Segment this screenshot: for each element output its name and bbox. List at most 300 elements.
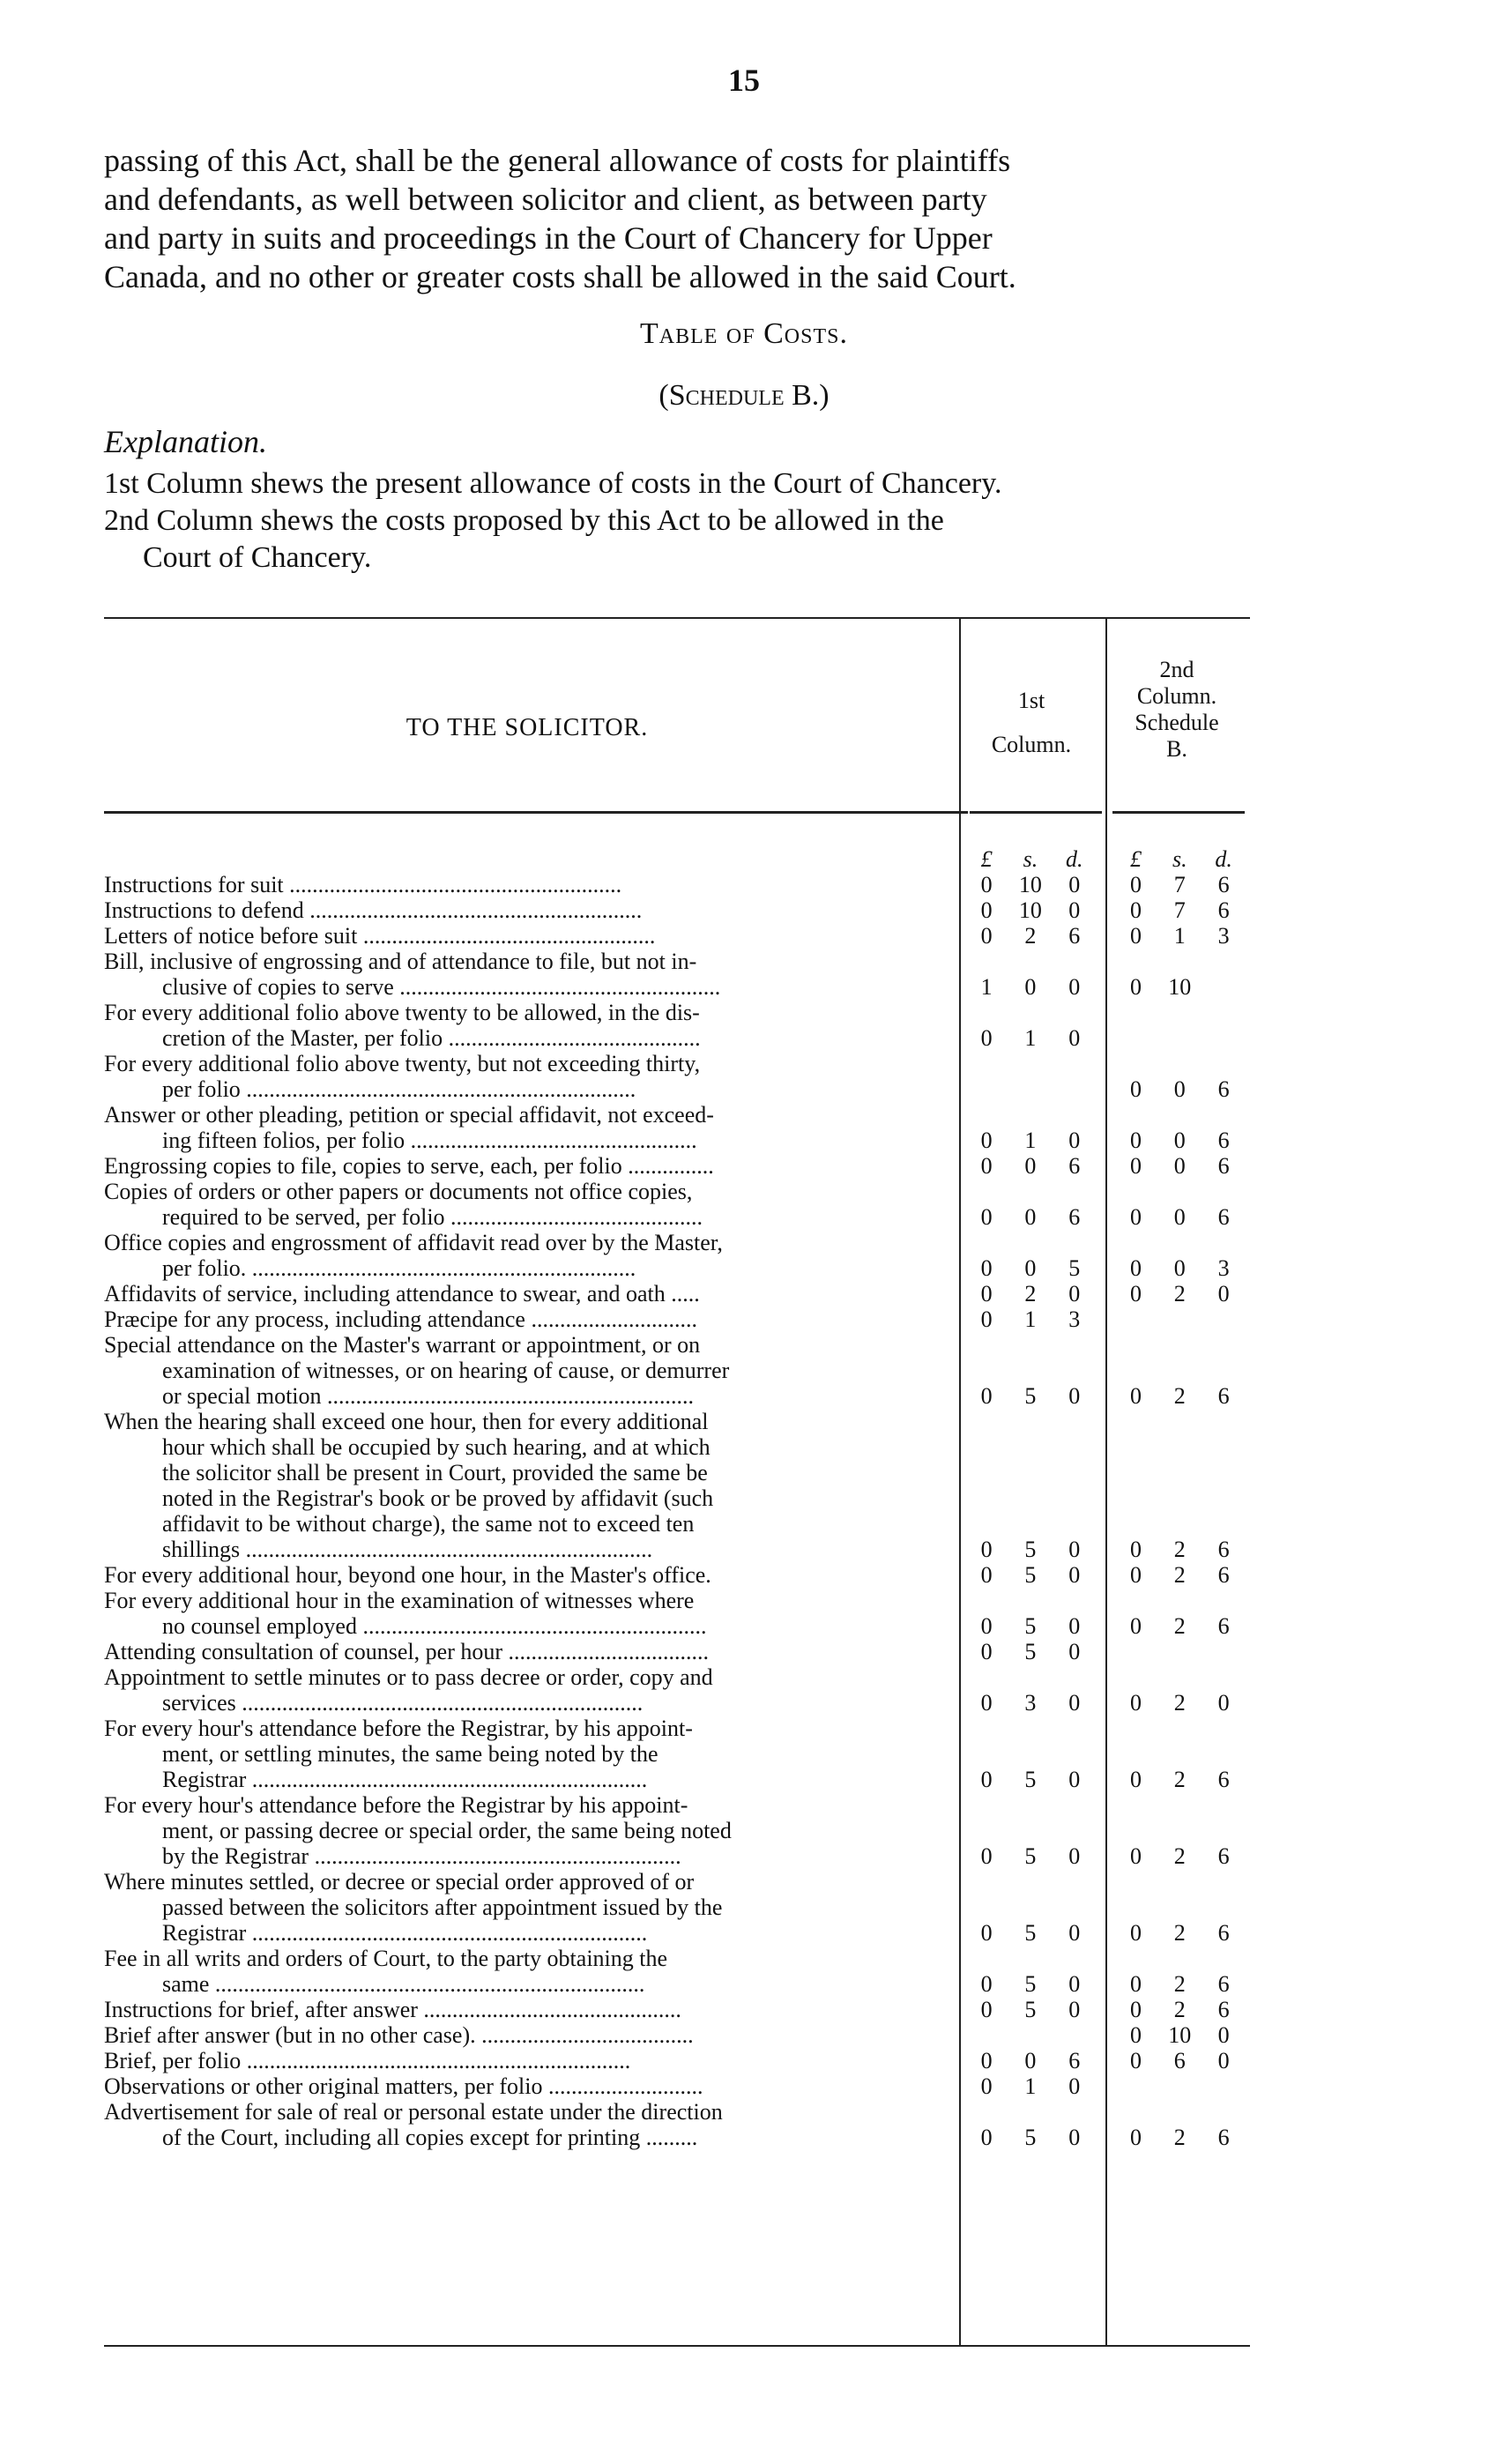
column-1-amount [964,872,1096,897]
amount-pence: 6 [1217,872,1230,897]
amount-pence: 0 [1068,1920,1081,1946]
amount-pence: 6 [1068,923,1081,949]
column-2-amount [1114,872,1246,897]
amount-pence: 6 [1217,1076,1230,1102]
amount-shillings: 10 [1168,2022,1192,2048]
table-row [104,1639,1246,1664]
description-line: Præcipe for any process, including attendance ............................. [104,1306,697,1332]
amount-shillings: 10 [1168,974,1192,1000]
page-number: 15 [728,63,760,98]
amount-pounds: 0 [980,872,993,897]
description-line: For every hour's attendance before the Registrar, by his appoint- [104,1716,693,1741]
amount-shillings: 5 [1024,1383,1037,1409]
amount-shillings: 0 [1024,974,1037,1000]
table-row [104,872,1246,897]
amount-pounds: 0 [1130,974,1142,1000]
amount-pence: 0 [1068,1767,1081,1792]
amount-shillings: 2 [1173,2125,1186,2150]
amount-pence: 6 [1217,1204,1230,1230]
amount-pence: 0 [1217,1281,1230,1306]
table-row [104,1153,1246,1179]
explanation-line: 2nd Column shews the costs proposed by this Act to be allowed in the [104,504,944,537]
table-row [104,1281,1246,1306]
explanation [104,465,1241,577]
amount-pounds: 0 [980,1128,993,1153]
description-line: Registrar ..................................................................... [162,1920,648,1946]
explanation-line: 1st Column shews the present allowance of costs in the Court of Chancery. [104,467,1002,500]
table-row [104,1664,1246,1716]
column-1-amount [964,974,1096,1000]
description-line: services ...................................................................... [162,1690,644,1716]
column-1-amount [964,1613,1096,1639]
amount-pence: 3 [1217,1255,1230,1281]
amount-pence: 0 [1068,1690,1081,1716]
description-line: passed between the solicitors after appointment issued by the [162,1895,723,1920]
amount-shillings: 5 [1024,1920,1037,1946]
column-1-amount [964,1383,1096,1409]
table-row [104,897,1246,923]
cost-item-description [104,1332,947,1409]
table-row [104,1869,1246,1946]
description-line: For every additional hour in the examination of witnesses where [104,1588,695,1613]
column-2-units [1114,846,1246,872]
amount-pence [1204,974,1243,1000]
amount-shillings: 2 [1173,1537,1186,1562]
cost-item-description [104,2099,947,2150]
table-row [104,2048,1246,2073]
column-2-amount [1114,1690,1246,1716]
unit-shillings: s. [1023,846,1038,872]
amount-pence: 6 [1217,1997,1230,2022]
description-line: Answer or other pleading, petition or special affidavit, not exceed- [104,1102,714,1128]
amount-pence: 6 [1217,1128,1230,1153]
cost-item-description [104,923,947,949]
amount-shillings: 5 [1024,1971,1037,1997]
intro-line: passing of this Act, shall be the general allowance of costs for plaintiffs [104,143,1011,178]
amount-shillings: 0 [1173,1204,1186,1230]
amount-pounds: 0 [980,1537,993,1562]
cost-item-description [104,1179,947,1230]
column-1-amount [964,1639,1096,1664]
table-row [104,1588,1246,1639]
amount-pounds: 0 [980,1025,993,1051]
amount-pounds: 0 [980,923,993,949]
column-1-amount [964,2125,1096,2150]
column-2-amount [1114,1843,1246,1869]
description-line: Office copies and engrossment of affidavit read over by the Master, [104,1230,723,1255]
column-2-amount [1114,974,1246,1000]
amount-shillings: 2 [1173,1971,1186,1997]
cost-item-description [104,1664,947,1716]
amount-pounds: 0 [980,1613,993,1639]
column-2-amount [1114,1281,1246,1306]
description-line: shillings ....................................................................... [162,1537,653,1562]
table-row [104,1332,1246,1409]
amount-pence: 0 [1068,1843,1081,1869]
amount-pence: 6 [1217,1383,1230,1409]
description-line: Brief after answer (but in no other case). ..................................... [104,2022,694,2048]
amount-shillings: 1 [1024,2073,1037,2099]
amount-pence: 0 [1068,974,1081,1000]
description-line: examination of witnesses, or on hearing of cause, or demurrer [162,1358,730,1383]
schedule-label: (Schedule B.) [658,379,830,412]
cost-item-description [104,1869,947,1946]
description-line: per folio .................................................................... [162,1076,636,1102]
amount-pence: 6 [1217,2125,1230,2150]
cost-item-description [104,2048,947,2073]
description-line: Where minutes settled, or decree or special order approved of or [104,1869,695,1895]
column-1-amount [964,2073,1096,2099]
cost-item-description [104,1281,947,1306]
description-line: Observations or other original matters, per folio ........................... [104,2073,703,2099]
description-line: Instructions to defend .......................................................... [104,897,643,923]
amount-pence: 6 [1217,1613,1230,1639]
table-row [104,1946,1246,1997]
amount-shillings: 7 [1173,897,1186,923]
unit-pence: d. [1065,846,1083,872]
intro-line: and defendants, as well between solicitor and client, as between party [104,182,987,217]
amount-pounds: 0 [1130,1255,1142,1281]
column-1-amount [964,2048,1096,2073]
amount-shillings: 2 [1024,1281,1037,1306]
description-line: Letters of notice before suit ................................................... [104,923,656,949]
cost-item-description [104,1409,947,1562]
unit-pence: d. [1215,846,1232,872]
amount-pounds: 0 [980,897,993,923]
cost-item-description [104,1306,947,1332]
intro-paragraph [104,141,1241,296]
table-row [104,1792,1246,1869]
amount-pounds: 0 [1130,1690,1142,1716]
description-line: Special attendance on the Master's warrant or appointment, or on [104,1332,701,1358]
cost-item-description [104,1639,947,1664]
description-line: ment, or settling minutes, the same being noted by the [162,1741,658,1767]
amount-pence: 0 [1217,2048,1230,2073]
explanation-line: Court of Chancery. [143,541,372,574]
description-line: same ........................................................................... [162,1971,645,1997]
description-line: Brief, per folio ................................................................... [104,2048,631,2073]
amount-pounds: 0 [980,1204,993,1230]
amount-shillings: 2 [1173,1281,1186,1306]
amount-pounds: 0 [1130,1562,1142,1588]
amount-pence: 6 [1217,1153,1230,1179]
column-2-amount [1114,1971,1246,1997]
cost-item-description [104,897,947,923]
amount-shillings: 2 [1173,1843,1186,1869]
column-2-amount [1114,1255,1246,1281]
table-row [104,1000,1246,1051]
cost-item-description [104,2073,947,2099]
amount-shillings: 0 [1173,1128,1186,1153]
amount-pounds: 0 [980,2073,993,2099]
amount-pounds: 0 [980,1562,993,1588]
amount-pence: 0 [1068,1537,1081,1562]
column-1-units [964,846,1096,872]
amount-pence: 6 [1217,1920,1230,1946]
column-1-header [965,679,1097,767]
column-2-amount [1114,1076,1246,1102]
description-line: cretion of the Master, per folio ............................................ [162,1025,701,1051]
column-2-amount [1114,1204,1246,1230]
column-1-amount [964,1843,1096,1869]
description-line: Attending consultation of counsel, per hour ................................... [104,1639,710,1664]
amount-pence: 6 [1068,2048,1081,2073]
amount-pounds: 0 [980,1383,993,1409]
column-1-amount [964,1767,1096,1792]
table-top-rule [104,617,1250,619]
description-line: hour which shall be occupied by such hearing, and at which [162,1434,711,1460]
description-line: For every additional folio above twenty to be allowed, in the dis- [104,1000,700,1025]
amount-pounds: 0 [1130,2022,1142,2048]
amount-pounds: 0 [980,1639,993,1664]
column-1-amount [964,923,1096,949]
amount-shillings: 10 [1018,872,1042,897]
amount-shillings: 0 [1024,1255,1037,1281]
description-line: of the Court, including all copies except for printing ......... [162,2125,698,2150]
table-row [104,2099,1246,2150]
cost-item-description [104,2022,947,2048]
description-line: the solicitor shall be present in Court, provided the same be [162,1460,708,1485]
description-line: Bill, inclusive of engrossing and of attendance to file, but not in- [104,949,697,974]
amount-pounds: 0 [1130,1076,1142,1102]
amount-pounds: 0 [1130,1204,1142,1230]
amount-pounds: 0 [1130,872,1142,897]
column-2-amount [1114,1613,1246,1639]
amount-shillings: 5 [1024,1562,1037,1588]
table-row [104,949,1246,1000]
explanation-heading: Explanation. [104,424,267,459]
amount-shillings: 5 [1024,1639,1037,1664]
column-2-amount [1114,1920,1246,1946]
amount-pence: 0 [1068,1997,1081,2022]
amount-pounds: 0 [1130,1383,1142,1409]
unit-pounds: £ [980,846,993,872]
cost-item-description [104,1051,947,1102]
amount-shillings: 1 [1024,1025,1037,1051]
amount-shillings: 0 [1173,1153,1186,1179]
amount-shillings: 3 [1024,1690,1037,1716]
amount-pence: 0 [1068,1281,1081,1306]
amount-shillings: 0 [1173,1076,1186,1102]
amount-pounds: 0 [980,1281,993,1306]
description-line: Instructions for brief, after answer ............................................. [104,1997,681,2022]
amount-pounds: 0 [1130,1537,1142,1562]
amount-pounds: 0 [980,1153,993,1179]
amount-pence: 0 [1217,1690,1230,1716]
column-2-amount [1114,1537,1246,1562]
cost-item-description [104,1102,947,1153]
description-line: ing fifteen folios, per folio .................................................. [162,1128,697,1153]
table-row [104,1409,1246,1562]
amount-pounds: 0 [980,1767,993,1792]
column-1-amount [964,897,1096,923]
amount-shillings: 2 [1173,1690,1186,1716]
column-2-amount [1114,1383,1246,1409]
description-line: For every additional hour, beyond one hour, in the Master's office. [104,1562,711,1588]
amount-pounds: 0 [980,2125,993,2150]
amount-pounds: 0 [980,1690,993,1716]
amount-pence: 6 [1217,1971,1230,1997]
description-line: per folio. ................................................................... [162,1255,636,1281]
amount-pounds: 0 [980,1306,993,1332]
intro-line: Canada, and no other or greater costs shall be allowed in the said Court. [104,259,1016,294]
amount-pence: 0 [1068,872,1081,897]
table-row [104,2022,1246,2048]
amount-pence: 6 [1217,1767,1230,1792]
table-bottom-rule [104,2345,1250,2347]
description-line: required to be served, per folio ............................................ [162,1204,703,1230]
column-2-amount [1114,897,1246,923]
amount-pounds: 0 [1130,1920,1142,1946]
amount-shillings: 5 [1024,2125,1037,2150]
cost-item-description [104,1230,947,1281]
table-row [104,1562,1246,1588]
column-2-amount [1114,1767,1246,1792]
amount-shillings: 5 [1024,1843,1037,1869]
amount-shillings: 0 [1024,1204,1037,1230]
amount-pence: 5 [1068,1255,1081,1281]
intro-line: and party in suits and proceedings in the Court of Chancery for Upper [104,220,993,256]
column-1-header-line: 1st [1017,688,1045,713]
column-1-amount [964,1562,1096,1588]
description-line: by the Registrar ................................................................ [162,1843,681,1869]
amount-shillings: 2 [1173,1383,1186,1409]
column-1-amount [964,1281,1096,1306]
description-line: noted in the Registrar's book or be proved by affidavit (such [162,1485,714,1511]
amount-shillings: 7 [1173,872,1186,897]
description-line: For every hour's attendance before the Registrar by his appoint- [104,1792,688,1818]
cost-item-description [104,1792,947,1869]
column-1-amount [964,1025,1096,1051]
column-2-header [1111,657,1243,763]
column-1-amount [964,1204,1096,1230]
amount-pounds: 0 [1130,1971,1142,1997]
costs-table-body [104,846,1246,2150]
description-line: Fee in all writs and orders of Court, to the party obtaining the [104,1946,668,1971]
unit-shillings: s. [1172,846,1187,872]
table-header-label: TO THE SOLICITOR. [405,714,649,741]
amount-shillings: 2 [1173,1562,1186,1588]
amount-shillings: 0 [1173,1255,1186,1281]
column-1-amount [964,1306,1096,1332]
amount-shillings: 2 [1173,1997,1186,2022]
amount-pence: 6 [1217,1562,1230,1588]
amount-pence: 0 [1068,1971,1081,1997]
column-2-amount [1114,923,1246,949]
amount-pounds: 0 [1130,1997,1142,2022]
amount-pounds: 0 [1130,1128,1142,1153]
amount-pence: 0 [1068,897,1081,923]
cost-item-description [104,1997,947,2022]
description-line: Appointment to settle minutes or to pass decree or order, copy and [104,1664,713,1690]
amount-pence: 0 [1068,1562,1081,1588]
amount-shillings: 1 [1024,1306,1037,1332]
header-bottom-rule-col2 [1112,811,1245,814]
amount-pence: 0 [1068,1383,1081,1409]
column-1-amount [964,1128,1096,1153]
column-1-amount [964,1255,1096,1281]
amount-pounds: 0 [1130,1843,1142,1869]
description-line: Engrossing copies to file, copies to serve, each, per folio ............... [104,1153,714,1179]
amount-pounds: 0 [1130,1281,1142,1306]
amount-shillings: 1 [1024,1128,1037,1153]
amount-pence: 6 [1217,1537,1230,1562]
table-row [104,1102,1246,1153]
column-2-amount [1114,1128,1246,1153]
description-line: no counsel employed ............................................................ [162,1613,707,1639]
table-row [104,1051,1246,1102]
amount-shillings: 1 [1173,923,1186,949]
amount-pounds: 0 [980,1843,993,1869]
unit-pounds: £ [1130,846,1142,872]
description-line: Advertisement for sale of real or personal estate under the direction [104,2099,723,2125]
table-title: Table of Costs. [640,317,848,350]
column-2-amount [1114,2125,1246,2150]
cost-item-description [104,1588,947,1639]
header-bottom-rule-col1 [970,811,1102,814]
column-2-amount [1114,1997,1246,2022]
column-1-header-line: Column. [991,732,1072,757]
amount-pence: 0 [1068,2125,1081,2150]
description-line: Instructions for suit .......................................................... [104,872,622,897]
table-row [104,1179,1246,1230]
cost-item-description [104,1000,947,1051]
amount-pence: 6 [1068,1153,1081,1179]
amount-shillings: 5 [1024,1997,1037,2022]
amount-shillings: 5 [1024,1613,1037,1639]
column-1-amount [964,1920,1096,1946]
description-line: or special motion ................................................................ [162,1383,695,1409]
column-1-amount [964,1971,1096,1997]
amount-pounds: 0 [980,1971,993,1997]
amount-pence: 3 [1217,923,1230,949]
amount-pounds: 0 [1130,897,1142,923]
amount-pounds: 0 [980,1920,993,1946]
column-2-header-line: Schedule [1135,710,1219,735]
description-line: Affidavits of service, including attendance to swear, and oath ..... [104,1281,700,1306]
amount-pounds: 0 [980,1255,993,1281]
amount-pounds: 0 [980,2048,993,2073]
table-row [104,1230,1246,1281]
column-2-amount [1114,1153,1246,1179]
amount-pence: 0 [1217,2022,1230,2048]
amount-pounds: 0 [1130,2048,1142,2073]
column-2-amount [1114,1562,1246,1588]
amount-shillings: 5 [1024,1767,1037,1792]
column-1-amount [964,1537,1096,1562]
column-2-header-line: B. [1166,736,1187,762]
amount-pence: 6 [1068,1204,1081,1230]
cost-item-description [104,1716,947,1792]
column-2-header-line: 2nd [1159,657,1194,682]
amount-pounds: 0 [1130,1153,1142,1179]
column-2-header-line: Column. [1136,683,1217,709]
description-line: Copies of orders or other papers or documents not office copies, [104,1179,693,1204]
table-row [104,1716,1246,1792]
amount-pounds: 0 [1130,1767,1142,1792]
amount-pence: 0 [1068,1639,1081,1664]
description-line: Registrar ..................................................................... [162,1767,648,1792]
amount-pence: 3 [1068,1306,1081,1332]
amount-pounds: 0 [1130,2125,1142,2150]
description-line: For every additional folio above twenty, but not exceeding thirty, [104,1051,701,1076]
column-2-amount [1114,2048,1246,2073]
table-row [104,2073,1246,2099]
amount-pence: 0 [1068,2073,1081,2099]
amount-shillings: 2 [1024,923,1037,949]
cost-item-description [104,872,947,897]
amount-pounds: 1 [980,974,993,1000]
